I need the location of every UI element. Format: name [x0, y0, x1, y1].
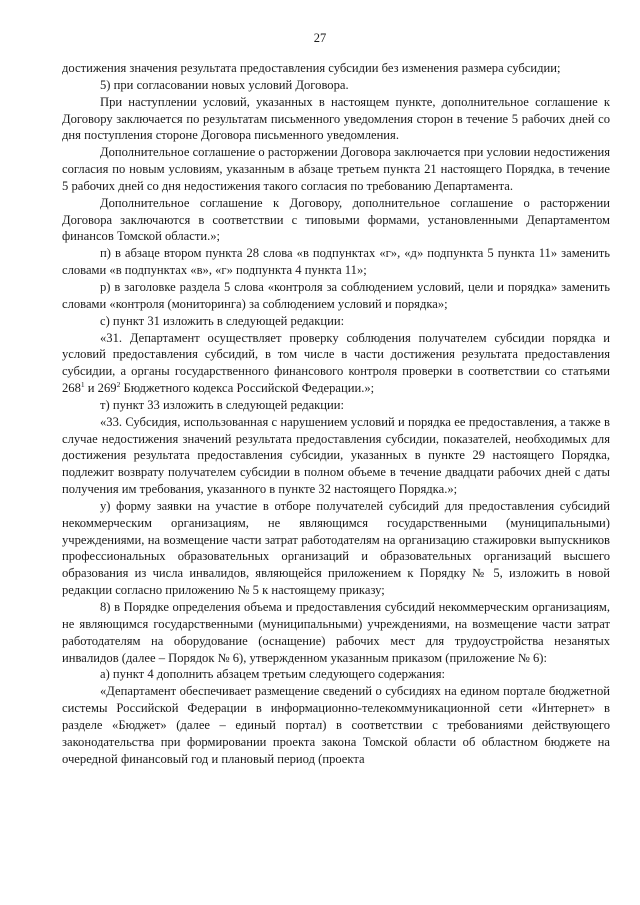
paragraph: Дополнительное соглашение к Договору, дополнительное соглашение о расторжении Договора заключаются в соответствии с типовыми формами, установленными Департаментом финансов Томской области.»;: [62, 195, 610, 244]
paragraph: у) форму заявки на участие в отборе получателей субсидий для предоставления субсидий некоммерческим организациям, не являющимся государственными (муниципальными) учреждениями, на возмещение части затрат работодателям на организацию стажировки выпускников профессиональных образовательных организаций и образовательных организаций высшего образования из числа инвалидов, являющейся приложением к Порядку № 5, изложить в новой редакции согласно приложению № 5 к настоящему приказу;: [62, 498, 610, 598]
paragraph: п) в абзаце втором пункта 28 слова «в подпунктах «г», «д» подпункта 5 пункта 11» заменить словами «в подпунктах «в», «г» подпункта 4 пункта 11»;: [62, 246, 610, 278]
paragraph: т) пункт 33 изложить в следующей редакции:: [100, 397, 345, 412]
paragraph: с) пункт 31 изложить в следующей редакции:: [100, 313, 345, 328]
paragraph: «Департамент обеспечивает размещение сведений о субсидиях на едином портале бюджетной системы Российской Федерации в информационно-телекоммуникационной сети «Интернет» в разделе «Бюджет» (далее – единый портал) в соответствии с требованиями действующего законодательства при формировании проекта закона Томской области об областном бюджете на очередной финансовый год и плановый период (проекта: [62, 684, 610, 766]
paragraph: При наступлении условий, указанных в настоящем пункте, дополнительное соглашение к Договору заключается по результатам письменного уведомления сторон в течение 5 рабочих дней со дня поступления стороне Договора письменного уведомления.: [62, 94, 610, 143]
paragraph: р) в заголовке раздела 5 слова «контроля за соблюдением условий, цели и порядка» заменить словами «контроля (мониторинга) за соблюдением условий и порядка»;: [62, 279, 610, 311]
paragraph-text: Бюджетного кодекса Российской Федерации.»;: [120, 381, 375, 396]
paragraph: а) пункт 4 дополнить абзацем третьим следующего содержания:: [100, 667, 446, 682]
paragraph-text: и 269: [84, 381, 117, 396]
superscript: 1: [80, 380, 85, 390]
paragraph-text: «31. Департамент осуществляет проверку соблюдения получателем субсидии порядка и условий предоставления субсидий, в том числе в части достижения результата предоставления субсидии, а органы государственного финансового контроля проверки в соответствии со статьями 268: [62, 330, 610, 396]
paragraph: «33. Субсидия, использованная с нарушением условий и порядка ее предоставления, а также в случае недостижения значений результата предоставления субсидии, показателей, необходимых для достижения результата предоставления субсидии, указанных в пункте 29 настоящего Порядка, подлежит возврату получателем субсидии в полном объеме в течение двадцати рабочих дней с даты получения им требования, указанного в пункте 32 настоящего Порядка.»;: [62, 414, 610, 497]
page-number: 27: [313, 31, 327, 45]
paragraph: достижения значения результата предоставления субсидии без изменения размера субсидии;: [62, 61, 561, 75]
paragraph: Дополнительное соглашение о расторжении Договора заключается при условии недостижения согласия по новым условиям, указанным в абзаце третьем пункта 21 настоящего Порядка, в течение 5 рабочих дней со дня недостижения такого согласия по требованию Департамента.: [62, 145, 610, 193]
paragraph: 8) в Порядке определения объема и предоставления субсидий некоммерческим организациям, не являющимся государственными (муниципальными) учреждениями, на возмещение части затрат работодателям на оборудование (оснащение) рабочих мест для трудоустройства незанятых инвалидов (далее – Порядок № 6), утвержденном указанным приказом (приложение № 6):: [62, 600, 610, 665]
document-body: [62, 60, 610, 767]
paragraph: 5) при согласовании новых условий Договора.: [100, 77, 349, 92]
superscript: 2: [116, 380, 121, 390]
paragraph: [62, 330, 610, 397]
